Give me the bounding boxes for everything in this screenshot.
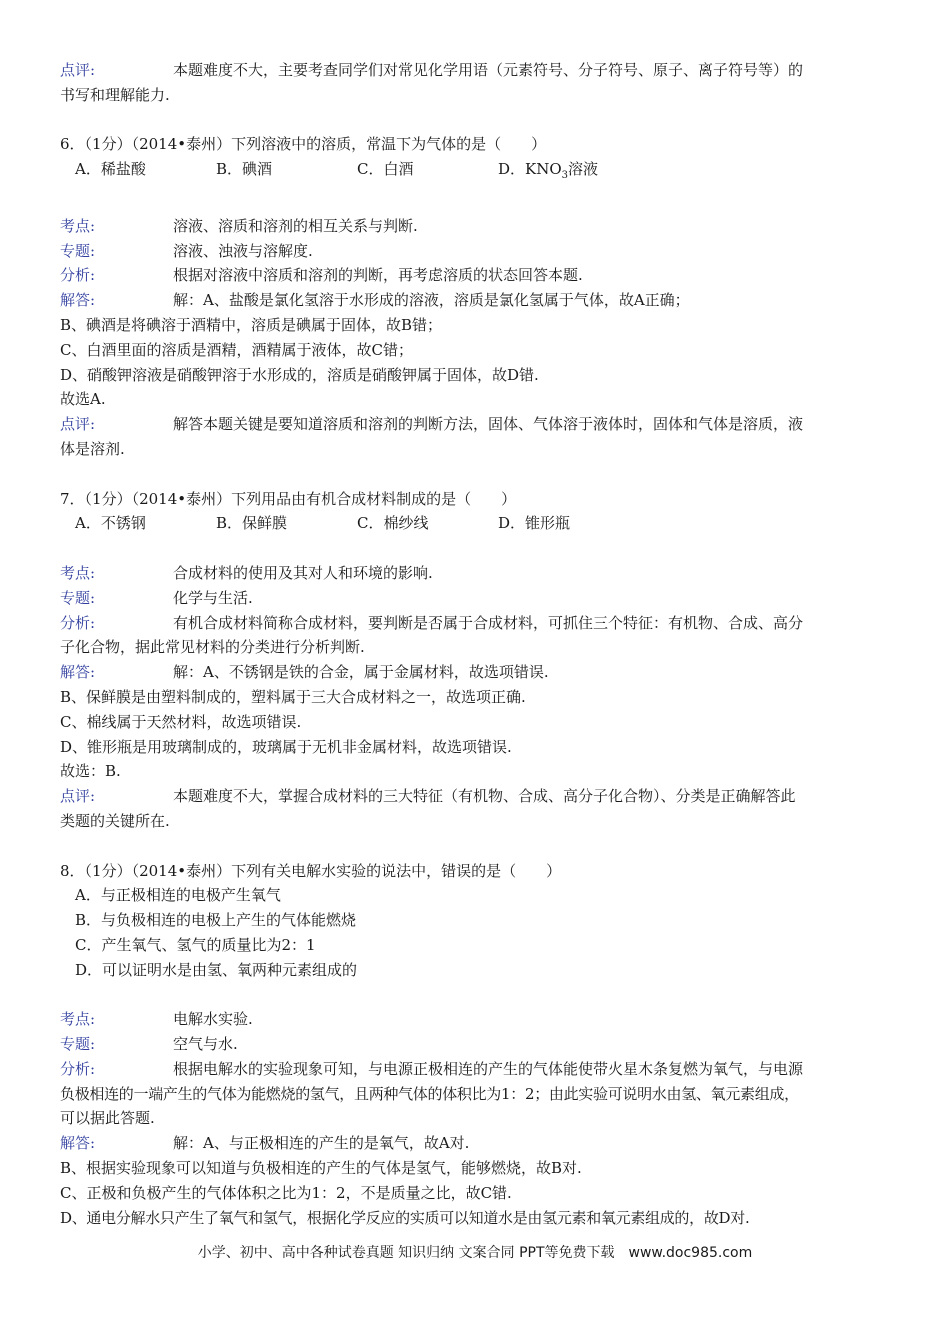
q8-jieda-c: C、正极和负极产生的气体体积之比为1：2，不是质量之比，故C错. — [60, 1183, 512, 1202]
document-page — [60, 58, 890, 1230]
q7-jieda-b: B、保鲜膜是由塑料制成的，塑料属于三大合成材料之一，故选项正确. — [60, 687, 526, 706]
q7-option-c: C．棉纱线 — [357, 514, 429, 533]
q8-option-c: C．产生氧气、氢气的质量比为2：1 — [75, 935, 316, 954]
q6-fenxi: 分析: 根据对溶液中溶质和溶剂的判断，再考虑溶质的状态回答本题. — [60, 266, 583, 285]
q8-jieda-b: B、根据实验现象可以知道与负极相连的产生的气体是氢气，能够燃烧，故B对. — [60, 1159, 582, 1178]
q6-zhuanti: 专题: 溶液、浊液与溶解度. — [60, 241, 313, 260]
q6-stem: 6．（1分）（2014•泰州）下列溶液中的溶质，常温下为气体的是（ ） — [60, 135, 547, 154]
q7-answer: 故选：B. — [60, 762, 121, 781]
q7-jieda: 解答: 解：A、不锈钢是铁的合金，属于金属材料，故选项错误. — [60, 663, 549, 682]
q6-dianping: 点评: 解答本题关键是要知道溶质和溶剂的判断方法，固体、气体溶于液体时，固体和气体是溶质，液 — [60, 415, 804, 434]
q7-dianping: 点评: 本题难度不大，掌握合成材料的三大特征（有机物、合成、高分子化合物）、分类是正确解答此 — [60, 787, 796, 806]
q6-option-d: D．$KNO_3$溶液 — [498, 160, 599, 182]
q7-stem: 7．（1分）（2014•泰州）下列用品由有机合成材料制成的是（ ） — [60, 489, 517, 508]
q6-jieda: 解答: 解：A、盐酸是氯化氢溶于水形成的溶液，溶质是氯化氢属于气体，故A正确； — [60, 291, 690, 310]
label-dianping: 点评: — [60, 61, 96, 79]
q8-jieda: 解答: 解：A、与正极相连的产生的是氧气，故A对. — [60, 1134, 470, 1153]
q8-fenxi: 分析: 根据电解水的实验现象可知，与电源正极相连的产生的气体能使带火星木条复燃为氧气，与电源 — [60, 1059, 804, 1078]
q8-option-a: A．与正极相连的电极产生氧气 — [75, 886, 281, 905]
q8-zhuanti: 专题: 空气与水. — [60, 1035, 238, 1054]
q7-dianping-2: 类题的关键所在. — [60, 811, 170, 830]
q6-kaodian: 考点: 溶液、溶质和溶剂的相互关系与判断. — [60, 216, 418, 235]
q6-jieda-c: C、白酒里面的溶质是酒精，酒精属于液体，故C错； — [60, 340, 413, 359]
page-footer: 小学、初中、高中各种试卷真题 知识归纳 文案合同 PPT等免费下载 www.doc985.com — [197, 1245, 753, 1261]
q7-kaodian: 考点: 合成材料的使用及其对人和环境的影响. — [60, 563, 433, 582]
q8-option-d: D．可以证明水是由氢、氧两种元素组成的 — [75, 960, 358, 979]
q6-answer: 故选A. — [60, 390, 106, 409]
q7-option-a: A．不锈钢 — [75, 514, 146, 533]
q7-zhuanti: 专题: 化学与生活. — [60, 588, 253, 607]
q8-option-b: B．与负极相连的电极上产生的气体能燃烧 — [75, 911, 357, 930]
q6-options — [60, 157, 890, 189]
q8-fenxi-2: 负极相连的一端产生的气体为能燃烧的氢气，且两种气体的体积比为1：2；由此实验可说明水由氢、氧元素组成， — [60, 1084, 799, 1103]
q5-dianping-text: 本题难度不大，主要考查同学们对常见化学用语（元素符号、分子符号、原子、离子符号等）的 — [173, 61, 804, 79]
q7-options — [60, 511, 890, 536]
q7-option-b: B．保鲜膜 — [216, 514, 288, 533]
q8-kaodian: 考点: 电解水实验. — [60, 1010, 253, 1029]
q6-dianping-2: 体是溶剂. — [60, 439, 125, 458]
q7-option-d: D．锥形瓶 — [498, 514, 571, 533]
q5-dianping-line-2: 书写和理解能力. — [60, 85, 170, 104]
q7-jieda-c: C、棉线属于天然材料，故选项错误. — [60, 712, 302, 731]
q7-fenxi: 分析: 有机合成材料简称合成材料，要判断是否属于合成材料，可抓住三个特征：有机物、合成、高分 — [60, 613, 804, 632]
q8-stem: 8．（1分）（2014•泰州）下列有关电解水实验的说法中，错误的是（ ） — [60, 861, 562, 880]
q6-option-c: C．白酒 — [357, 160, 414, 179]
q6-option-b: B．碘酒 — [216, 160, 273, 179]
q6-jieda-b: B、碘酒是将碘溶于酒精中，溶质是碘属于固体，故B错； — [60, 315, 443, 334]
q5-dianping-line — [60, 58, 890, 83]
q7-jieda-d: D、锥形瓶是用玻璃制成的，玻璃属于无机非金属材料，故选项错误. — [60, 737, 512, 756]
q7-fenxi-2: 子化合物，据此常见材料的分类进行分析判断. — [60, 638, 365, 657]
q6-option-a: A．稀盐酸 — [75, 160, 146, 179]
q6-jieda-d: D、硝酸钾溶液是硝酸钾溶于水形成的，溶质是硝酸钾属于固体，故D错. — [60, 365, 539, 384]
q8-fenxi-3: 可以据此答题. — [60, 1109, 155, 1128]
q8-jieda-d: D、通电分解水只产生了氧气和氢气，根据化学反应的实质可以知道水是由氢元素和氧元素组成的，故D对. — [60, 1208, 750, 1227]
